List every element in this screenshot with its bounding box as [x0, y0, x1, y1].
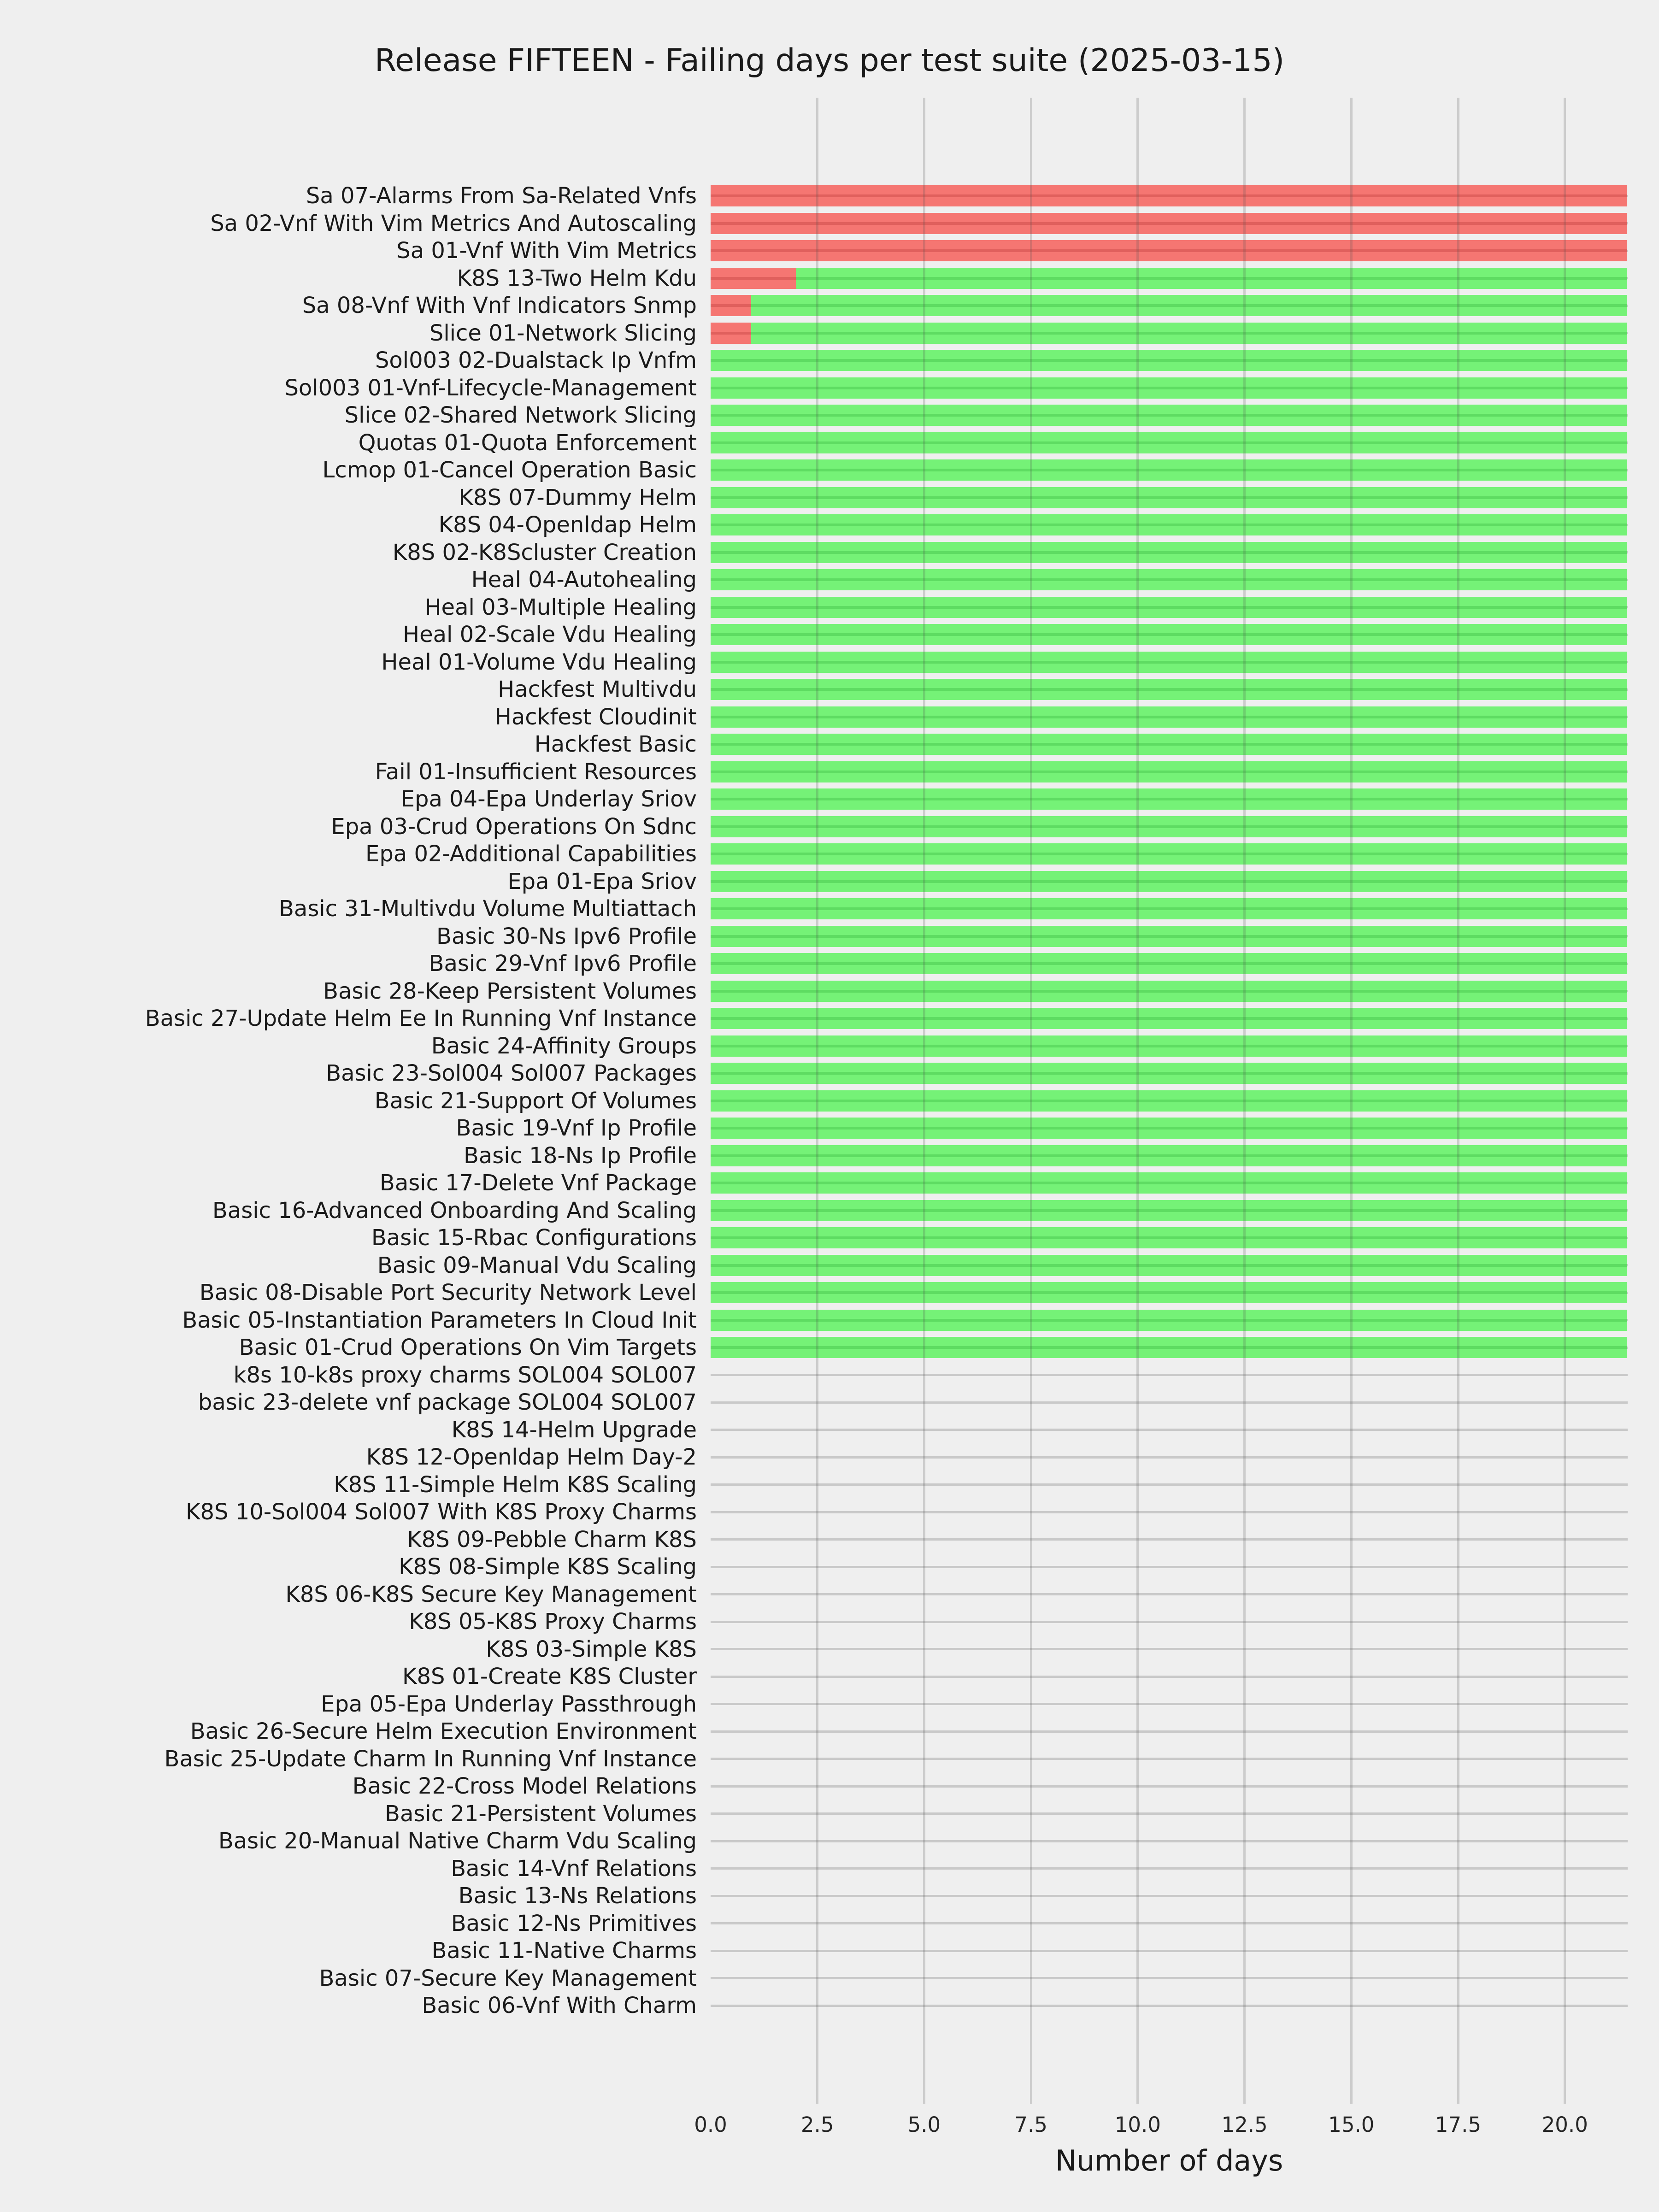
passing-bar-segment	[711, 679, 1627, 700]
bar-row	[711, 240, 1627, 261]
row-gridline	[711, 1840, 1628, 1842]
y-axis-label: Basic 31-Multivdu Volume Multiattach	[278, 896, 697, 922]
row-gridline	[711, 1676, 1628, 1678]
y-axis-label: Heal 03-Multiple Healing	[424, 594, 697, 620]
x-gridline	[923, 98, 925, 2104]
bar-row	[711, 459, 1627, 481]
bar-row	[711, 843, 1627, 865]
row-gridline	[711, 1758, 1628, 1760]
y-axis-label: Quotas 01-Quota Enforcement	[358, 429, 697, 456]
x-tick-label: 15.0	[1328, 2112, 1375, 2137]
bar-row	[711, 268, 1627, 289]
x-tick-label: 17.5	[1435, 2112, 1482, 2137]
y-axis-label: Heal 04-Autohealing	[471, 567, 697, 593]
y-axis-label: Basic 13-Ns Relations	[458, 1883, 697, 1909]
x-tick-label: 20.0	[1541, 2112, 1588, 2137]
y-axis-label: Slice 01-Network Slicing	[429, 320, 697, 346]
passing-bar-segment	[711, 377, 1627, 399]
y-axis-label: Basic 30-Ns Ipv6 Profile	[436, 923, 697, 949]
y-axis-label: K8S 02-K8Scluster Creation	[392, 539, 697, 565]
x-gridline	[1030, 98, 1032, 2104]
row-gridline	[711, 1977, 1628, 1979]
y-axis-label: Basic 05-Instantiation Parameters In Cloud Init	[182, 1307, 697, 1333]
bar-row	[711, 1337, 1627, 1358]
passing-bar-segment	[711, 1337, 1627, 1358]
y-axis-label: Basic 01-Crud Operations On Vim Targets	[239, 1335, 697, 1360]
x-tick-label: 10.0	[1114, 2112, 1161, 2137]
bar-row	[711, 1200, 1627, 1221]
bar-row	[711, 926, 1627, 947]
passing-bar-segment	[711, 706, 1627, 728]
passing-bar-segment	[711, 1008, 1627, 1029]
y-axis-label: K8S 10-Sol004 Sol007 With K8S Proxy Charms	[186, 1499, 697, 1525]
bar-row	[711, 871, 1627, 892]
bar-row	[711, 185, 1627, 206]
passing-bar-segment	[711, 459, 1627, 481]
row-gridline	[711, 1566, 1628, 1568]
y-axis-label: Basic 06-Vnf With Charm	[422, 1993, 697, 2018]
y-axis-label: Epa 05-Epa Underlay Passthrough	[321, 1691, 697, 1717]
bar-row	[711, 706, 1627, 728]
y-axis-label: Basic 16-Advanced Onboarding And Scaling	[212, 1197, 697, 1224]
y-axis-label: Hackfest Cloudinit	[494, 704, 697, 730]
x-tick-label: 2.5	[800, 2112, 834, 2137]
y-axis-label: K8S 08-Simple K8S Scaling	[399, 1554, 697, 1580]
y-axis-label: Sol003 02-Dualstack Ip Vnfm	[375, 347, 697, 373]
failing-bar-segment	[711, 323, 751, 344]
y-axis-label: K8S 05-K8S Proxy Charms	[409, 1609, 697, 1635]
passing-bar-segment	[711, 487, 1627, 508]
bar-row	[711, 1090, 1627, 1112]
y-axis-label: K8S 06-K8S Secure Key Management	[285, 1581, 697, 1607]
bar-row	[711, 1008, 1627, 1029]
bar-row	[711, 350, 1627, 371]
row-gridline	[711, 1922, 1628, 1924]
passing-bar-segment	[711, 1035, 1627, 1057]
x-tick-label: 5.0	[907, 2112, 941, 2137]
y-axis-label: Basic 18-Ns Ip Profile	[463, 1142, 697, 1169]
row-gridline	[711, 1785, 1628, 1788]
passing-bar-segment	[711, 1145, 1627, 1166]
y-axis-label: Basic 21-Persistent Volumes	[385, 1800, 697, 1827]
y-axis-label: Hackfest Multivdu	[498, 677, 697, 702]
failing-bar-segment	[711, 240, 1627, 261]
bar-row	[711, 652, 1627, 673]
passing-bar-segment	[711, 542, 1627, 563]
passing-bar-segment	[711, 1255, 1627, 1276]
passing-bar-segment	[711, 652, 1627, 673]
bar-row	[711, 624, 1627, 645]
bar-row	[711, 213, 1627, 234]
y-axis-label: K8S 09-Pebble Charm K8S	[407, 1526, 697, 1553]
row-gridline	[711, 1730, 1628, 1733]
passing-bar-segment	[711, 405, 1627, 426]
bar-row	[711, 323, 1627, 344]
passing-bar-segment	[711, 898, 1627, 919]
y-axis-label: Sa 07-Alarms From Sa-Related Vnfs	[306, 183, 697, 209]
y-axis-label: Basic 22-Cross Model Relations	[352, 1773, 697, 1799]
bar-row	[711, 1227, 1627, 1248]
row-gridline	[711, 1867, 1628, 1870]
passing-bar-segment	[711, 926, 1627, 947]
y-axis-label: Basic 26-Secure Helm Execution Environment	[190, 1718, 697, 1744]
bar-row	[711, 597, 1627, 618]
y-axis-label: basic 23-delete vnf package SOL004 SOL007	[198, 1389, 697, 1415]
x-gridline	[1350, 98, 1353, 2104]
y-axis-label: Epa 02-Additional Capabilities	[365, 841, 697, 867]
row-gridline	[711, 1621, 1628, 1623]
passing-bar-segment	[711, 1172, 1627, 1194]
y-axis-label: Slice 02-Shared Network Slicing	[344, 402, 697, 428]
x-gridline	[1564, 98, 1566, 2104]
bar-row	[711, 432, 1627, 453]
y-axis-label: Sa 02-Vnf With Vim Metrics And Autoscaling	[210, 210, 697, 236]
bar-row	[711, 514, 1627, 535]
x-tick-label: 12.5	[1221, 2112, 1268, 2137]
passing-bar-segment	[711, 597, 1627, 618]
y-axis-label: Basic 12-Ns Primitives	[451, 1910, 697, 1936]
passing-bar-segment	[711, 624, 1627, 645]
y-axis-label: Epa 01-Epa Sriov	[507, 868, 697, 894]
bar-row	[711, 981, 1627, 1002]
y-axis-label: Basic 15-Rbac Configurations	[371, 1225, 697, 1251]
y-axis-label: Heal 02-Scale Vdu Healing	[402, 622, 697, 647]
row-gridline	[711, 1456, 1628, 1459]
passing-bar-segment	[711, 569, 1627, 590]
chart-title: Release FIFTEEN - Failing days per test suite (2025-03-15)	[374, 42, 1285, 79]
passing-bar-segment	[711, 514, 1627, 535]
failing-bar-segment	[711, 185, 1627, 206]
bar-row	[711, 1172, 1627, 1194]
bar-row	[711, 816, 1627, 837]
bar-row	[711, 542, 1627, 563]
y-axis-label: Basic 09-Manual Vdu Scaling	[377, 1252, 697, 1278]
bar-row	[711, 569, 1627, 590]
y-axis-label: Sa 08-Vnf With Vnf Indicators Snmp	[302, 293, 697, 318]
bar-row	[711, 1310, 1627, 1331]
row-gridline	[711, 1374, 1628, 1376]
y-axis-label: Basic 24-Affinity Groups	[431, 1033, 697, 1059]
passing-bar-segment	[711, 871, 1627, 892]
y-axis-label: Basic 29-Vnf Ipv6 Profile	[429, 951, 697, 977]
bar-row	[711, 953, 1627, 974]
passing-bar-segment	[711, 953, 1627, 974]
passing-bar-segment	[711, 1227, 1627, 1248]
bar-row	[711, 898, 1627, 919]
failing-bar-segment	[711, 268, 796, 289]
x-gridline	[1243, 98, 1246, 2104]
y-axis-label: Basic 23-Sol004 Sol007 Packages	[326, 1060, 697, 1086]
passing-bar-segment	[751, 295, 1627, 316]
y-axis-label: K8S 04-Openldap Helm	[438, 512, 697, 538]
row-gridline	[711, 1401, 1628, 1404]
y-axis-label: Basic 17-Delete Vnf Package	[379, 1170, 697, 1196]
y-axis-label: Basic 14-Vnf Relations	[451, 1855, 697, 1882]
y-axis-label: Basic 28-Keep Persistent Volumes	[323, 978, 697, 1004]
row-gridline	[711, 1538, 1628, 1541]
y-axis-label: Epa 03-Crud Operations On Sdnc	[331, 813, 697, 840]
row-gridline	[711, 2005, 1628, 2007]
x-tick-label: 7.5	[1014, 2112, 1047, 2137]
row-gridline	[711, 1950, 1628, 1952]
failing-bar-segment	[711, 213, 1627, 234]
x-gridline	[1457, 98, 1459, 2104]
passing-bar-segment	[711, 843, 1627, 865]
bar-row	[711, 1255, 1627, 1276]
passing-bar-segment	[711, 1200, 1627, 1221]
passing-bar-segment	[711, 816, 1627, 837]
passing-bar-segment	[711, 981, 1627, 1002]
passing-bar-segment	[711, 1090, 1627, 1112]
row-gridline	[711, 1483, 1628, 1486]
row-gridline	[711, 1895, 1628, 1897]
row-gridline	[711, 1703, 1628, 1705]
bar-row	[711, 734, 1627, 755]
passing-bar-segment	[711, 734, 1627, 755]
row-gridline	[711, 1593, 1628, 1595]
bar-row	[711, 788, 1627, 810]
bar-row	[711, 761, 1627, 782]
y-axis-label: K8S 07-Dummy Helm	[459, 484, 697, 511]
y-axis-label: Sol003 01-Vnf-Lifecycle-Management	[284, 375, 697, 401]
y-axis-label: K8S 11-Simple Helm K8S Scaling	[334, 1471, 697, 1498]
bar-row	[711, 679, 1627, 700]
y-axis-label: Heal 01-Volume Vdu Healing	[381, 649, 697, 675]
y-axis-label: K8S 13-Two Helm Kdu	[457, 265, 697, 291]
y-axis-label: Hackfest Basic	[534, 731, 697, 757]
y-axis-label: K8S 03-Simple K8S	[486, 1636, 697, 1662]
bar-row	[711, 1035, 1627, 1057]
passing-bar-segment	[711, 1118, 1627, 1139]
y-axis-label: k8s 10-k8s proxy charms SOL004 SOL007	[233, 1362, 697, 1388]
y-axis-label: K8S 14-Helm Upgrade	[451, 1417, 697, 1443]
x-axis-title: Number of days	[1055, 2144, 1283, 2177]
y-axis-label: Sa 01-Vnf With Vim Metrics	[396, 238, 697, 264]
failing-bar-segment	[711, 295, 751, 316]
y-axis-label: Basic 07-Secure Key Management	[319, 1965, 697, 1991]
row-gridline	[711, 1429, 1628, 1431]
y-axis-label: Basic 20-Manual Native Charm Vdu Scaling	[218, 1828, 697, 1854]
bar-row	[711, 1118, 1627, 1139]
y-axis-label: Basic 19-Vnf Ip Profile	[456, 1115, 697, 1141]
y-axis-label: Lcmop 01-Cancel Operation Basic	[322, 457, 697, 483]
passing-bar-segment	[711, 432, 1627, 453]
passing-bar-segment	[711, 1310, 1627, 1331]
bar-row	[711, 377, 1627, 399]
passing-bar-segment	[711, 788, 1627, 810]
row-gridline	[711, 1511, 1628, 1513]
y-axis-label: Basic 21-Support Of Volumes	[374, 1088, 697, 1114]
x-tick-label: 0.0	[694, 2112, 727, 2137]
bar-row	[711, 295, 1627, 316]
passing-bar-segment	[711, 1063, 1627, 1084]
row-gridline	[711, 1648, 1628, 1650]
passing-bar-segment	[796, 268, 1627, 289]
y-axis-label: Basic 25-Update Charm In Running Vnf Instance	[164, 1746, 697, 1772]
x-gridline	[816, 98, 818, 2104]
y-axis-label: K8S 01-Create K8S Cluster	[402, 1664, 697, 1689]
bar-row	[711, 1063, 1627, 1084]
y-axis-label: Basic 27-Update Helm Ee In Running Vnf Instance	[145, 1006, 697, 1031]
passing-bar-segment	[711, 761, 1627, 782]
bar-row	[711, 487, 1627, 508]
bar-row	[711, 1145, 1627, 1166]
passing-bar-segment	[751, 323, 1627, 344]
passing-bar-segment	[711, 350, 1627, 371]
bar-row	[711, 1282, 1627, 1303]
y-axis-label: Basic 08-Disable Port Security Network Level	[199, 1280, 697, 1306]
y-axis-label: Basic 11-Native Charms	[431, 1938, 697, 1964]
row-gridline	[711, 1812, 1628, 1815]
plot-area	[711, 98, 1628, 2104]
bar-row	[711, 405, 1627, 426]
y-axis-label: Epa 04-Epa Underlay Sriov	[400, 786, 697, 812]
y-axis-label: Fail 01-Insufficient Resources	[375, 759, 697, 785]
passing-bar-segment	[711, 1282, 1627, 1303]
y-axis-label: K8S 12-Openldap Helm Day-2	[366, 1444, 697, 1470]
x-gridline	[1136, 98, 1139, 2104]
